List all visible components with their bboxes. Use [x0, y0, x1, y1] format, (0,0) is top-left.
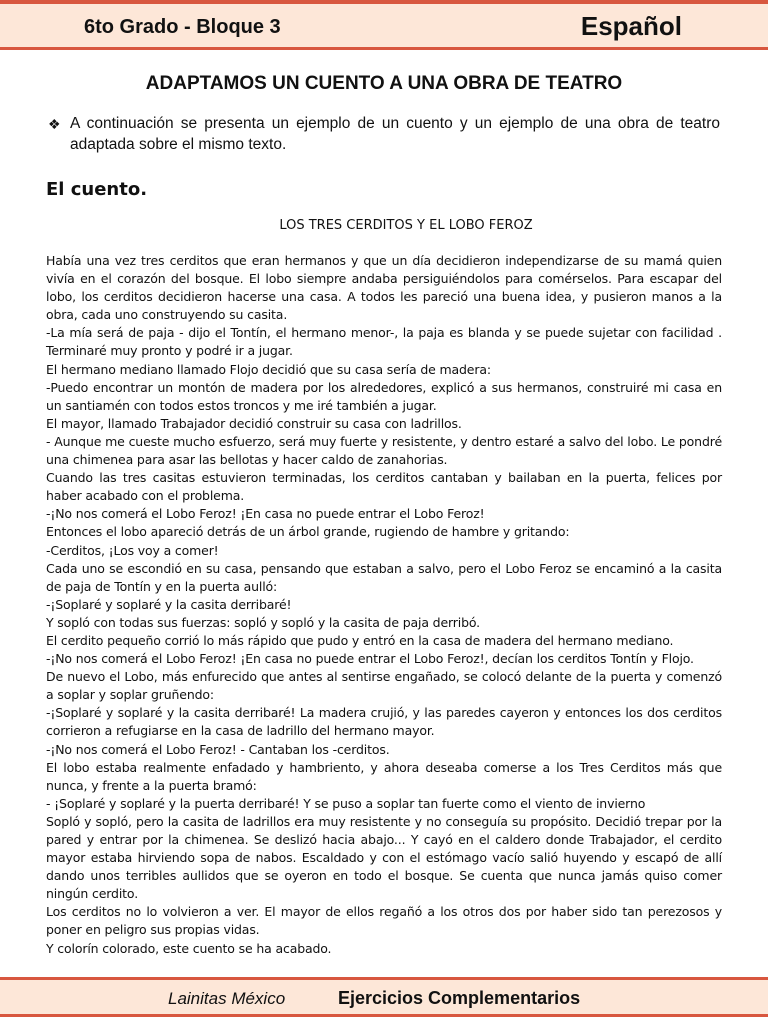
document-title: ADAPTAMOS UN CUENTO A UNA OBRA DE TEATRO — [145, 73, 623, 94]
story-paragraph: -¡No nos comerá el Lobo Feroz! ¡En casa no puede entrar el Lobo Feroz! — [46, 506, 485, 522]
story-title: LOS TRES CERDITOS Y EL LOBO FEROZ — [279, 218, 533, 233]
page-header — [0, 0, 768, 50]
footer-label: Ejercicios Complementarios — [338, 988, 581, 1008]
diamond-bullet-icon: ❖ — [48, 116, 61, 132]
intro-bullet-item — [48, 113, 720, 155]
intro-text: A continuación se presenta un ejemplo de un cuento y un ejemplo de una obra de teatro adaptada sobre el mismo texto. — [70, 115, 720, 153]
story-paragraph: Y colorín colorado, este cuento se ha acabado. — [46, 940, 332, 956]
story-paragraph: -Cerditos, ¡Los voy a comer! — [46, 542, 219, 558]
story-paragraph: -Puedo encontrar un montón de madera por los alrededores, explicó a sus hermanos, construiré mi casa en un santiamén con todos estos troncos y me iré también a jugar. — [46, 379, 722, 413]
story-paragraph: -¡Soplaré y soplaré y la casita derribaré! La madera crujió, y las paredes cayeron y entonces los dos cerditos corrieron a refugiarse en la casa de ladrillo del hermano mayor. — [46, 705, 722, 739]
story-paragraph: El lobo estaba realmente enfadado y hambriento, y ahora deseaba comerse a los Tres Cerditos más que nunca, y frente a la puerta bramó: — [46, 759, 722, 793]
story-paragraph: Cada uno se escondió en su casa, pensando que estaban a salvo, pero el Lobo Feroz se encaminó a la casita de paja de Tontín y en la puerta aulló: — [46, 560, 722, 594]
footer-brand: Lainitas México — [168, 989, 286, 1008]
story-paragraph: El cerdito pequeño corrió lo más rápido que pudo y entró en la casa de madera del hermano mediano. — [46, 632, 674, 648]
story-paragraph: De nuevo el Lobo, más enfurecido que antes al sentirse engañado, se colocó delante de la puerta y comenzó a soplar y soplar gruñendo: — [46, 669, 722, 703]
story-paragraph: El mayor, llamado Trabajador decidió construir su casa con ladrillos. — [46, 415, 462, 431]
subject-label: Español — [580, 11, 682, 41]
story-paragraph: Había una vez tres cerditos que eran hermanos y que un día decidieron independizarse de su mamá quien vivía en el corazón del bosque. El lobo siempre andaba persiguiéndolos para comérselos. Para escapar del lobo, los cerditos decidieron hacerse una casa. A todos les pareció una buena idea, y pusieron manos a la obra, cada uno construyendo su casita. — [46, 253, 722, 323]
story-paragraph: Sopló y sopló, pero la casita de ladrillos era muy resistente y no conseguía su propósito. Decidió trepar por la pared y entrar por la chimenea. Se deslizó hacia abajo... Y cayó en el caldero donde Trabajador, el cerdito mayor estaba hirviendo sopa de nabos. Escaldado y con el estómago vacío salió huyendo y escapó de allí dando unos terribles aullidos que se oyeron en todo el bosque. Se cuenta que nunca jamás quiso comer ningún cerdito. — [46, 813, 722, 902]
story-body — [46, 252, 722, 958]
story-paragraph: El hermano mediano llamado Flojo decidió que su casa sería de madera: — [46, 361, 491, 377]
story-paragraph: -¡No nos comerá el Lobo Feroz! ¡En casa no puede entrar el Lobo Feroz!, decían los cerditos Tontín y Flojo. — [46, 651, 694, 667]
story-paragraph: - ¡Soplaré y soplaré y la puerta derribaré! Y se puso a soplar tan fuerte como el viento de invierno — [46, 795, 646, 811]
story-paragraph: Y sopló con todas sus fuerzas: sopló y sopló y la casita de paja derribó. — [46, 614, 480, 630]
section-heading: El cuento. — [46, 179, 148, 200]
story-paragraph: Cuando las tres casitas estuvieron terminadas, los cerditos cantaban y bailaban en la puerta, felices por haber acabado con el problema. — [46, 470, 722, 504]
story-paragraph: Entonces el lobo apareció detrás de un árbol grande, rugiendo de hambre y gritando: — [46, 524, 570, 540]
story-paragraph: -¡Soplaré y soplaré y la casita derribaré! — [46, 596, 292, 612]
story-paragraph: -La mía será de paja - dijo el Tontín, el hermano menor-, la paja es blanda y se puede sujetar con facilidad . Terminaré muy pronto y podré ir a jugar. — [46, 325, 722, 359]
story-paragraph: -¡No nos comerá el Lobo Feroz! - Cantaban los -cerditos. — [46, 741, 390, 757]
story-paragraph: - Aunque me cueste mucho esfuerzo, será muy fuerte y resistente, y dentro estaré a salvo del lobo. Le pondré una chimenea para asar las bellotas y hacer caldo de zanahorias. — [46, 433, 722, 468]
page-footer — [0, 977, 768, 1017]
grade-label: 6to Grado - Bloque 3 — [84, 16, 281, 38]
story-paragraph: Los cerditos no lo volvieron a ver. El mayor de ellos regañó a los otros dos por haber sido tan perezosos y poner en peligro sus propias vidas. — [46, 904, 722, 938]
